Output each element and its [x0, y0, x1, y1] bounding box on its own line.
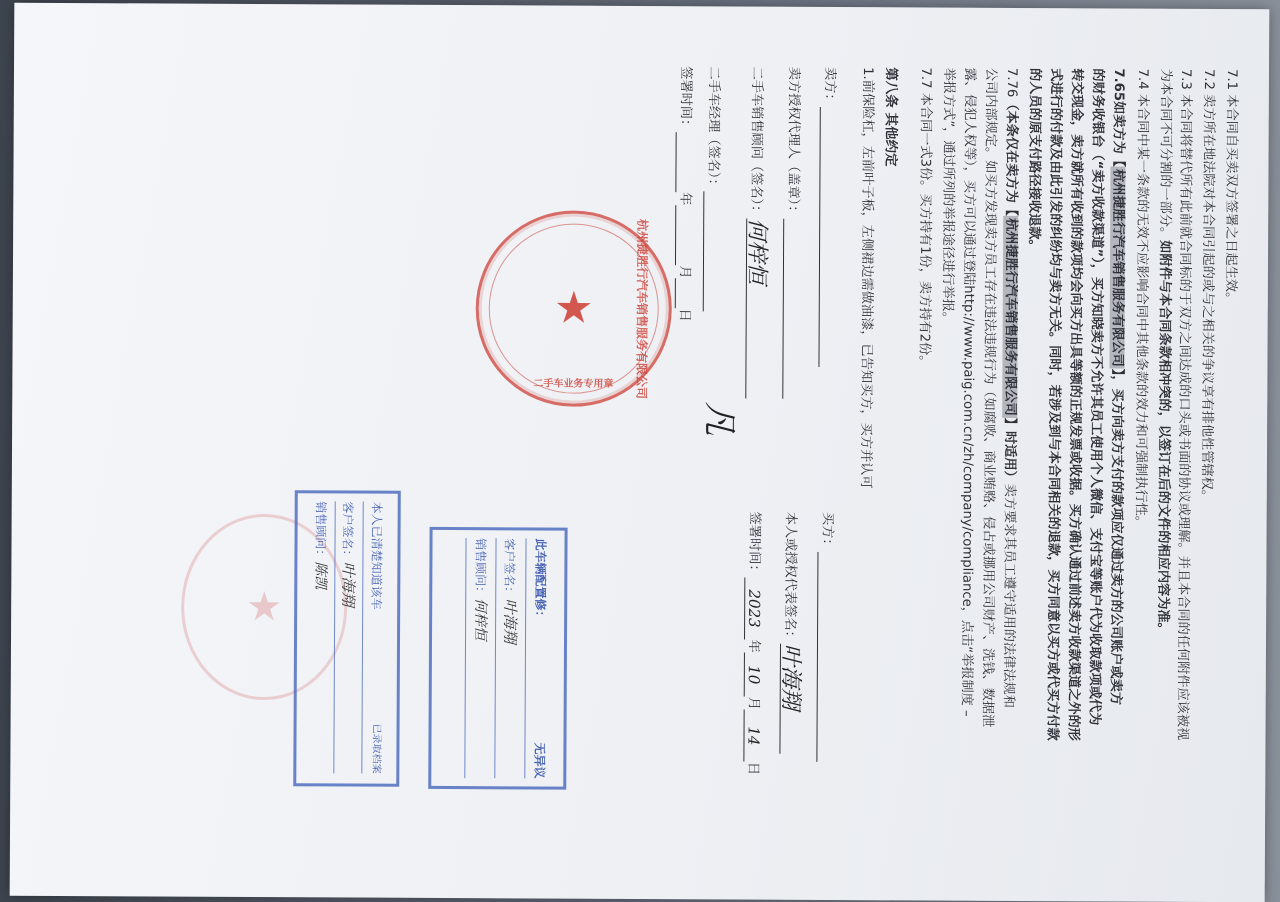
manager-fill-line [703, 192, 705, 312]
clause-7-76-line2: 公司内部规定。如买方发现卖方员工存在违法违规行为（如腐败、商业贿赂、侵占或挪用公司财产、洗钱、数据泄 [979, 67, 999, 728]
clause-number: 7.65 [1110, 68, 1127, 102]
informed-customer-label: 客户签名： [340, 501, 355, 562]
consultant-signature: 何梓恒 [745, 218, 764, 398]
config-stamp-status: 无异议 [532, 742, 547, 779]
seller-row [819, 67, 837, 367]
informed-consultant-signature: 陈凯 [312, 561, 329, 590]
clause-number: 7.7 [917, 67, 934, 89]
config-stamp-customer-row [494, 538, 524, 778]
clause-text: 为本合同不可分割的一部分。 [1157, 68, 1174, 241]
informed-stamp-content [298, 501, 389, 773]
clause-number: 7.4 [1134, 68, 1151, 90]
company-seal-subtext: 二手车业务专用章 [533, 378, 614, 390]
clause-7-3-line2 [1153, 69, 1173, 636]
clause-7-65-line3: 转交现金，卖方就所有收到的款项均会向买方出具等额的正规发票或收据。买方确认通过前述卖方收款渠道之外的形 [1065, 68, 1085, 741]
config-stamp [428, 527, 567, 790]
seller-fill-line [819, 107, 821, 367]
buyer-fill-line [817, 551, 819, 761]
seller-rep-label: 卖方授权代理人（盖章）： [785, 66, 802, 219]
clause-7-2 [1197, 69, 1216, 503]
seller-date-label: 签署时间： [677, 66, 694, 133]
clause-7-65-line1 [1106, 68, 1126, 705]
seller-year-fill [676, 132, 677, 192]
clause-7-7 [915, 67, 933, 368]
clause-7-76-line4: 举报方式”，通过所列的举报途径进行举报。 [939, 67, 957, 326]
config-consultant-label: 销售顾问： [473, 538, 488, 599]
clause-7-4 [1131, 69, 1150, 529]
informed-stamp-title-row [361, 502, 389, 774]
config-customer-label: 客户签名： [502, 538, 517, 599]
buyer-date-row [744, 512, 763, 776]
buyer-signature: 叶海翔 [780, 644, 798, 754]
clause-7-76-line1 [999, 68, 1019, 708]
clause-text: 】时适用） [1001, 417, 1018, 484]
clause-text: 本合同一式3份。买方持有1份，卖方持有2份。 [916, 92, 933, 369]
consultant-label: 二手车销售顾问（签名）： [748, 66, 765, 219]
informed-stamp-consultant-row [306, 501, 333, 773]
informed-consultant-label: 销售顾问： [313, 501, 328, 562]
contract-text [55, 63, 1239, 869]
buyer-month: 10 [744, 653, 762, 697]
company-name-highlight: 杭州捷胜行汽车销售服务有限公司 [1109, 168, 1126, 367]
informed-stamp [293, 490, 401, 787]
buyer-year: 2023 [744, 577, 762, 639]
clause-text: 本合同将替代所有此前就合同标的于双方之间达成的口头或书面的协议或理解。并且本合同的任何附件应该被视 [1174, 94, 1193, 741]
clause-text: 卖方要求其员工遵守适用的法律法规和 [1000, 483, 1017, 708]
manager-signature: 凡 [699, 401, 740, 436]
buyer-date-label: 签署时间： [746, 511, 762, 578]
manager-row [699, 66, 740, 436]
clause-7-65-line5: 的人员的原支付路径接收退款。 [1026, 68, 1043, 253]
config-stamp-consultant-row [464, 538, 494, 778]
seller-label: 卖方： [821, 66, 838, 107]
informed-stamp-title: 本人已清楚知道该车 [369, 501, 384, 610]
seller-day-unit: 日 [676, 308, 692, 322]
buyer-label: 买方： [819, 511, 835, 552]
faded-seal-star-icon: ★ [246, 583, 283, 631]
seller-year-unit: 年 [677, 192, 693, 206]
manager-label: 二手车经理（签名）： [705, 66, 722, 192]
config-customer-signature: 叶海翔 [500, 598, 520, 644]
contract-page [10, 3, 1270, 902]
seal-star-icon: ★ [553, 282, 594, 334]
buyer-row [817, 512, 835, 762]
buyer-rep-row [777, 511, 804, 754]
clause-text: 买方向卖方支付的款项应仅通过卖方的公司账户或卖方 [1107, 388, 1125, 706]
clause-text: 卖方所在地法院对本合同引起的或与之相关的争议享有排他性管辖权。 [1198, 94, 1216, 504]
config-consultant-signature: 何梓恒 [472, 598, 489, 641]
clause-text: （本条仅在卖方为【 [1003, 97, 1019, 217]
clause-number: 7.3 [1177, 68, 1194, 90]
seller-date-row [675, 66, 693, 322]
clause-number: 7.1 [1223, 69, 1240, 91]
buyer-year-unit: 年 [745, 639, 762, 653]
section-8-item-1: 1.前保险杠，左前叶子板，左侧裙边需做油漆，已告知买方，买方并认可 [857, 67, 876, 489]
clause-7-65-line2: 的财务收银台（“卖方收款渠道”），买方知晓卖方不允许其员工使用个人微信、支付宝等账户代为收取款项或代为 [1086, 68, 1106, 726]
clause-7-76-line3: 露、侵犯人权等），买方可以通过登陆http://www.paig.com.cn/zh/company/compliance，点击“举报制度 – [958, 67, 978, 717]
seller-rep-fill-line [782, 218, 784, 398]
consultant-row [743, 66, 770, 399]
clause-number: 7.76 [1003, 67, 1020, 98]
seller-day-fill [675, 278, 676, 308]
buyer-day-unit: 日 [745, 761, 761, 776]
seller-rep-row [782, 67, 801, 399]
config-stamp-title: 此车辆配置修： [533, 538, 548, 623]
clause-bold-text: 如附件与本合同条款相冲突的，以签订在后的文件的相应内容为准。 [1155, 240, 1173, 636]
clause-text: 本合同中某一条款的无效不应影响合同中其他条款的效力和可强制执行性。 [1132, 93, 1150, 530]
informed-stamp-customer-row [333, 501, 361, 773]
company-seal [475, 210, 672, 407]
clause-text: 】， [1109, 368, 1125, 389]
config-stamp-title-row [524, 538, 554, 778]
section-8-title: 第八条 其他约定 [882, 67, 900, 167]
informed-stamp-tail: 已录取档案 [370, 723, 382, 774]
buyer-day: 14 [744, 710, 762, 762]
clause-text: 本合同自买卖双方签署之日起生效。 [1222, 94, 1239, 306]
clause-text: 如卖方为【 [1110, 101, 1126, 168]
seller-month-fill [675, 205, 676, 265]
clause-number: 7.2 [1200, 68, 1217, 90]
clause-7-1 [1221, 69, 1239, 305]
config-stamp-content [435, 538, 554, 779]
buyer-month-unit: 月 [745, 696, 761, 710]
clause-7-65-line4: 式进行的付款及由此引发的纠纷均与卖方无关。同时，若涉及到与本合同相关的退款，买方同意以买方或代买方付款 [1044, 68, 1064, 741]
company-seal-text: 杭州捷胜行汽车销售服务有限公司 [634, 218, 650, 400]
buyer-rep-label: 本人或授权代表签名： [782, 511, 798, 644]
informed-customer-signature: 叶海翔 [339, 561, 358, 607]
company-name-highlight: 杭州捷胜行汽车销售服务有限公司 [1002, 217, 1019, 416]
seller-month-unit: 月 [676, 265, 692, 279]
clause-7-3-line1 [1173, 69, 1193, 740]
